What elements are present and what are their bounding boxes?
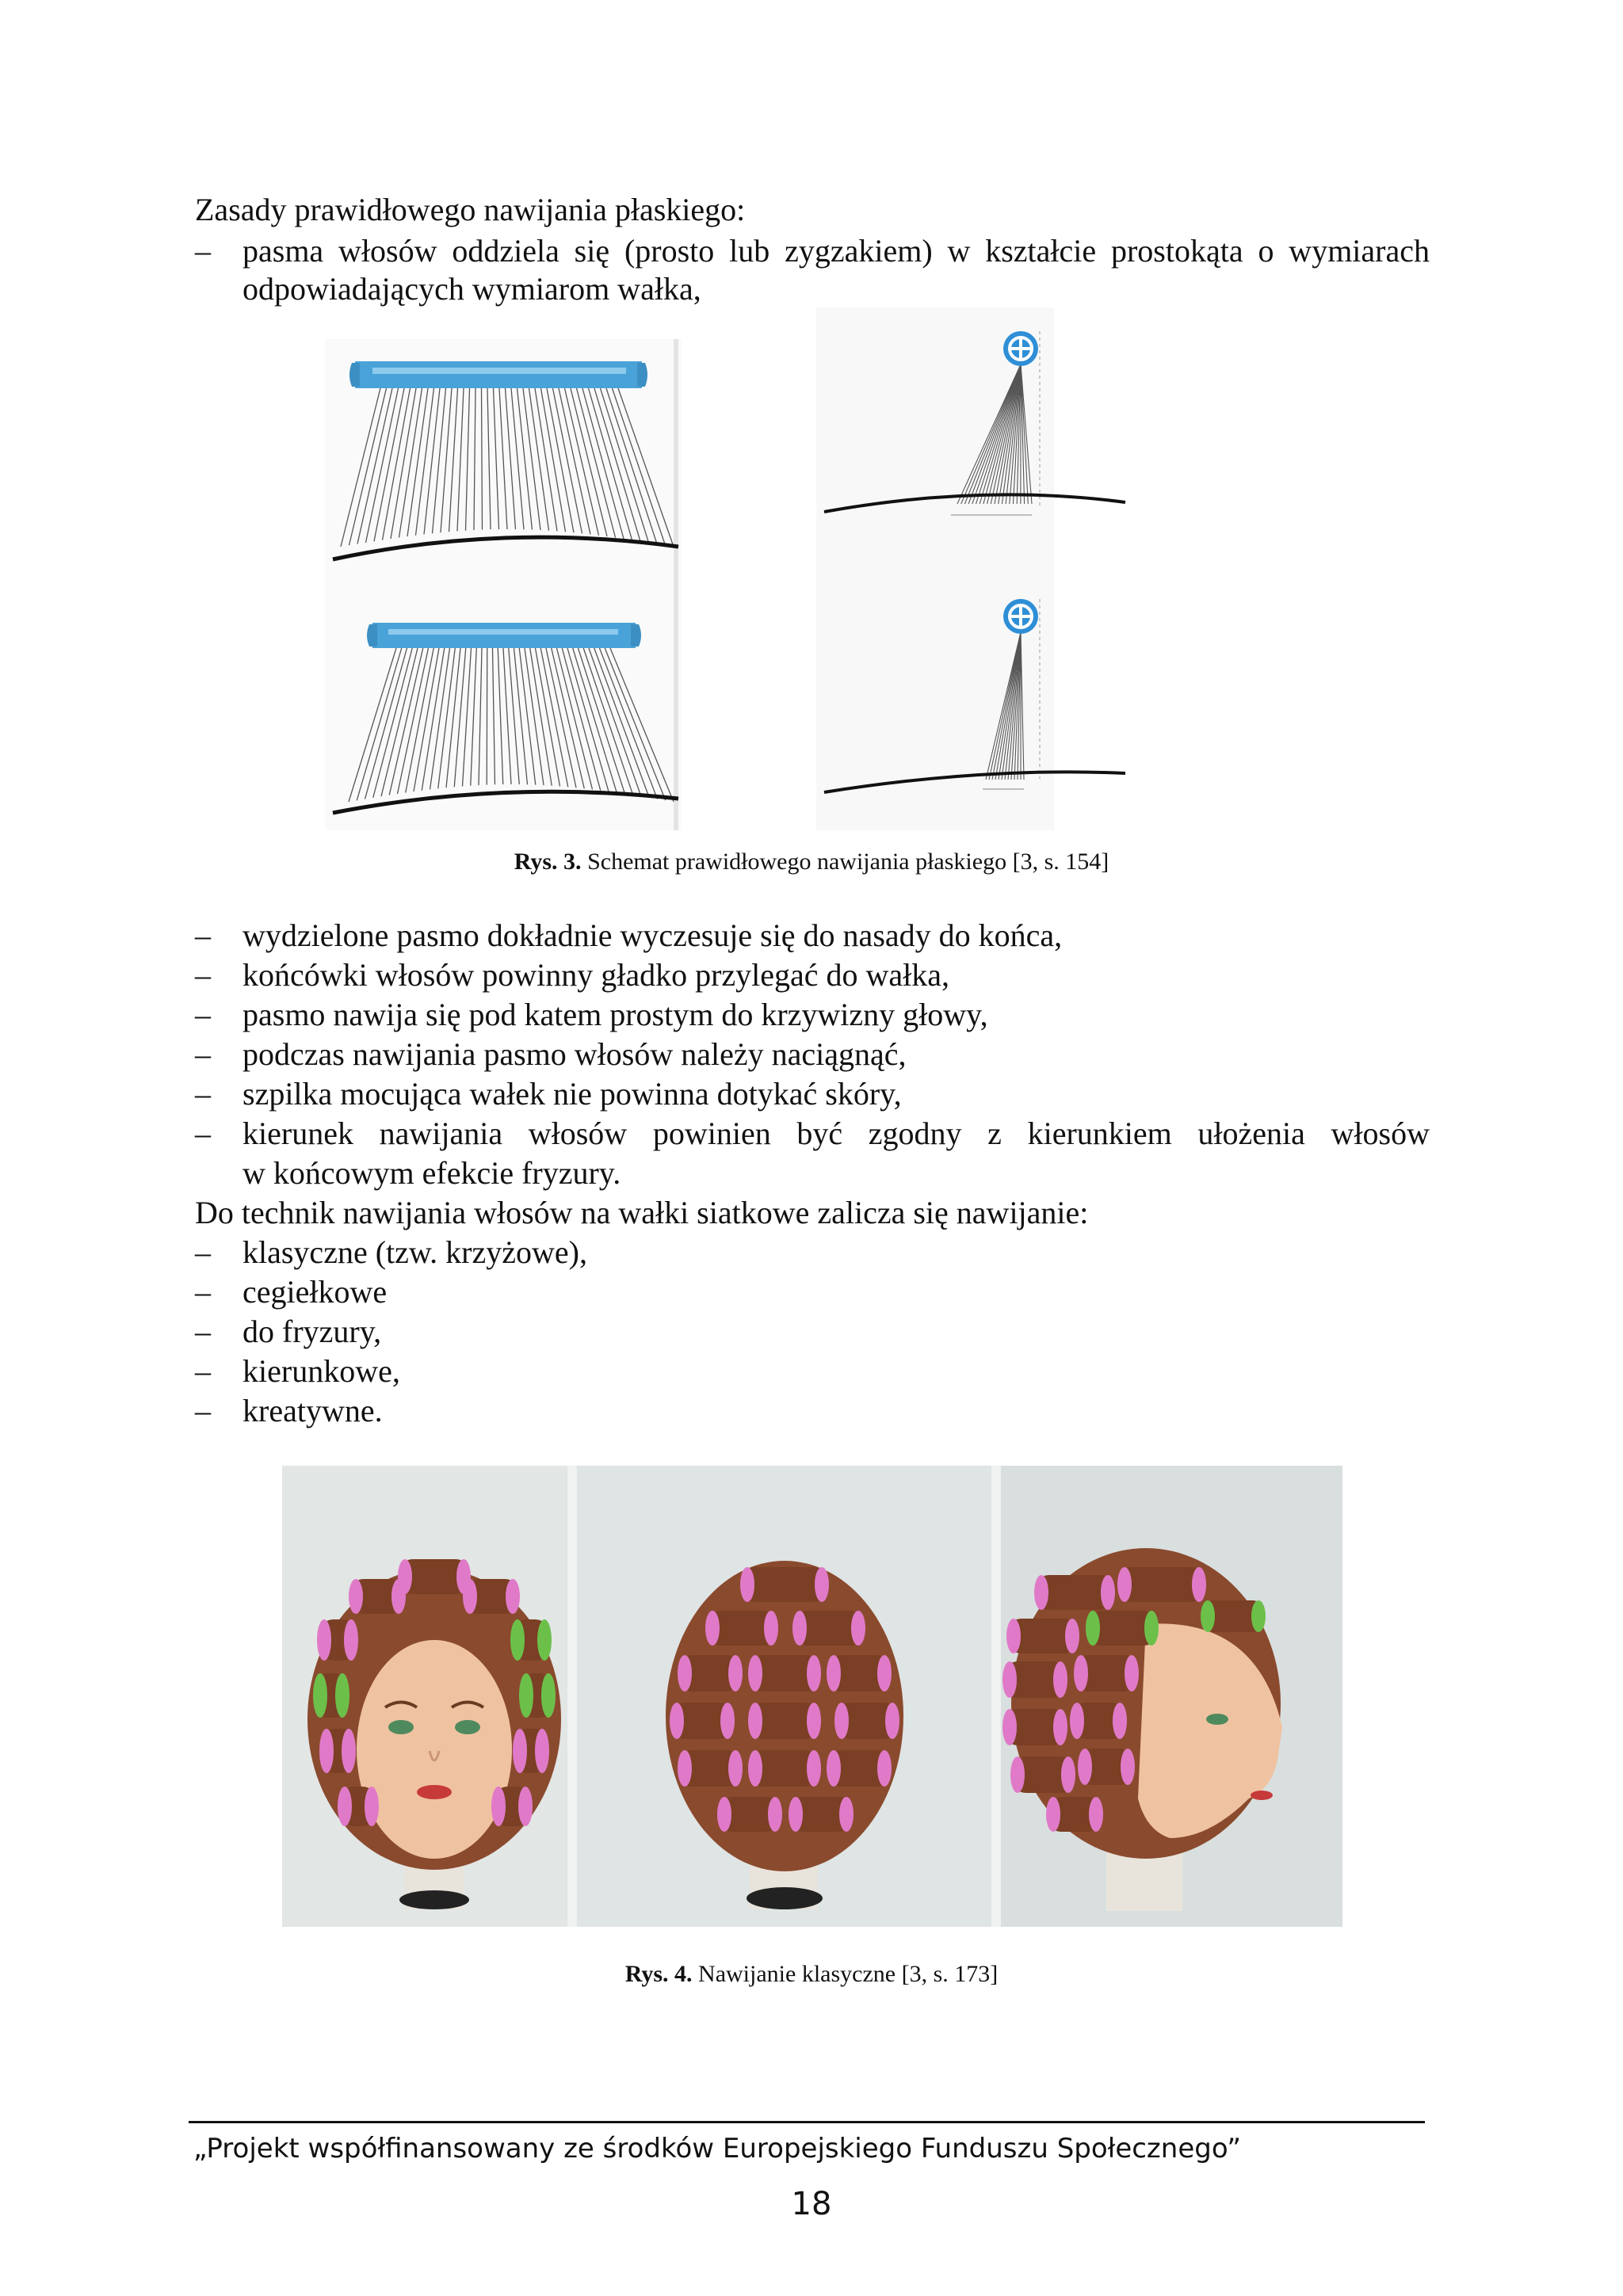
techniques-intro: Do technik nawijania włosów na wałki siatkowe zalicza się nawijanie: [195,1195,1089,1230]
bullet-dash: – [195,1036,211,1072]
intro-text: Zasady prawidłowego nawijania płaskiego: [195,192,746,227]
figure4-photo-strip [282,1466,1342,1927]
bullet-dash: – [195,1076,211,1112]
rule-item: wydzielone pasmo dokładnie wyczesuje się do nasady do końca, [242,917,1063,953]
rule-item: końcówki włosów powinny gładko przylegać do wałka, [242,957,950,993]
last-rule-line2: w końcowym efekcie fryzury. [242,1155,621,1191]
rule-item: pasmo nawija się pod katem prostym do krzywizny głowy, [242,997,988,1032]
figure4-caption-label: Rys. 4. [624,1961,693,1987]
rule-item: podczas nawijania pasmo włosów należy naciągnąć, [242,1036,907,1072]
bullet-dash: – [195,233,211,269]
first-bullet-line1: pasma włosów oddziela się (prosto lub zygzakiem) w kształcie prostokąta o wymiarach [242,233,1430,269]
footer-rule [189,2121,1425,2123]
bullet-dash: – [195,1393,211,1428]
technique-item: do fryzury, [242,1314,382,1349]
technique-item: klasyczne (tzw. krzyżowe), [242,1234,587,1270]
figure3-right-diagram [816,307,1149,830]
bullet-dash: – [195,917,211,953]
page-number: 18 [791,2186,832,2222]
technique-item: kierunkowe, [242,1353,400,1389]
figure3-caption-label: Rys. 3. [514,849,582,875]
figure3-left-diagram [325,339,682,830]
footer-text: „Projekt współfinansowany ze środków Europejskiego Funduszu Społecznego” [193,2133,1242,2164]
bullet-dash: – [195,1274,211,1310]
bullet-dash: – [195,1234,211,1270]
figure4-caption-text: Nawijanie klasyczne [3, s. 173] [692,1961,999,1987]
figure4-caption [0,1958,1623,1990]
figure3-caption-text: Schemat prawidłowego nawijania płaskiego [3, s. 154] [581,849,1109,875]
first-bullet-line2: odpowiadających wymiarom wałka, [242,271,701,307]
bullet-dash: – [195,1116,211,1151]
bullet-dash: – [195,1314,211,1349]
bullet-dash: – [195,1353,211,1389]
bullet-dash: – [195,957,211,993]
technique-item: kreatywne. [242,1393,383,1428]
last-rule-line1: kierunek nawijania włosów powinien być zgodny z kierunkiem ułożenia włosów [242,1116,1430,1151]
technique-item: cegiełkowe [242,1274,388,1310]
bullet-dash: – [195,997,211,1032]
figure3-caption [0,846,1623,878]
rule-item: szpilka mocująca wałek nie powinna dotykać skóry, [242,1076,902,1112]
